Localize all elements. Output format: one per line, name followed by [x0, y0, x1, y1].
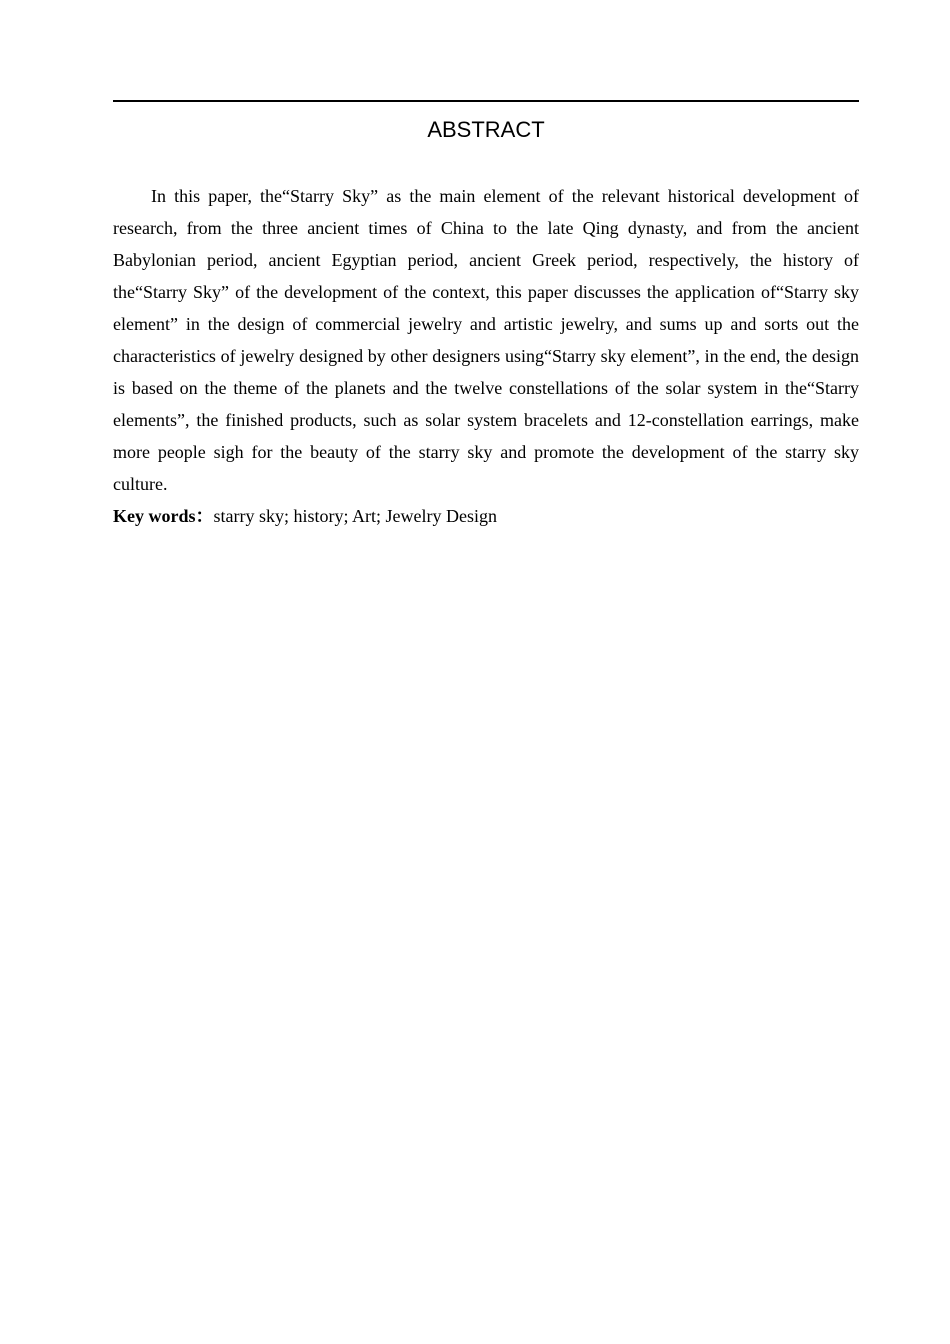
abstract-body: In this paper, the“Starry Sky” as the main element of the relevant historical development of research, from the three ancient times of China to the late Qing dynasty, and from the ancient Babylonian period, ancient Egyptian period, ancient Greek period, respectively, the history of the“Starry Sky” of the development of the context, this paper discusses the application of“Starry sky element” in the design of commercial jewelry and artistic jewelry, and sums up and sorts out the characteristics of jewelry designed by other designers using“Starry sky element”, in the end, the design is based on the theme of the planets and the twelve constellations of the solar system in the“Starry elements”, the finished products, such as solar system bracelets and 12-constellation earrings, make more people sigh for the beauty of the starry sky and promote the development of the starry sky culture. [113, 186, 859, 494]
keywords-label: Key words： [113, 506, 214, 526]
abstract-title: ABSTRACT [427, 117, 545, 142]
keywords-value: starry sky; history; Art; Jewelry Design [213, 506, 497, 526]
keywords-line [113, 500, 859, 532]
header-rule [113, 100, 859, 102]
